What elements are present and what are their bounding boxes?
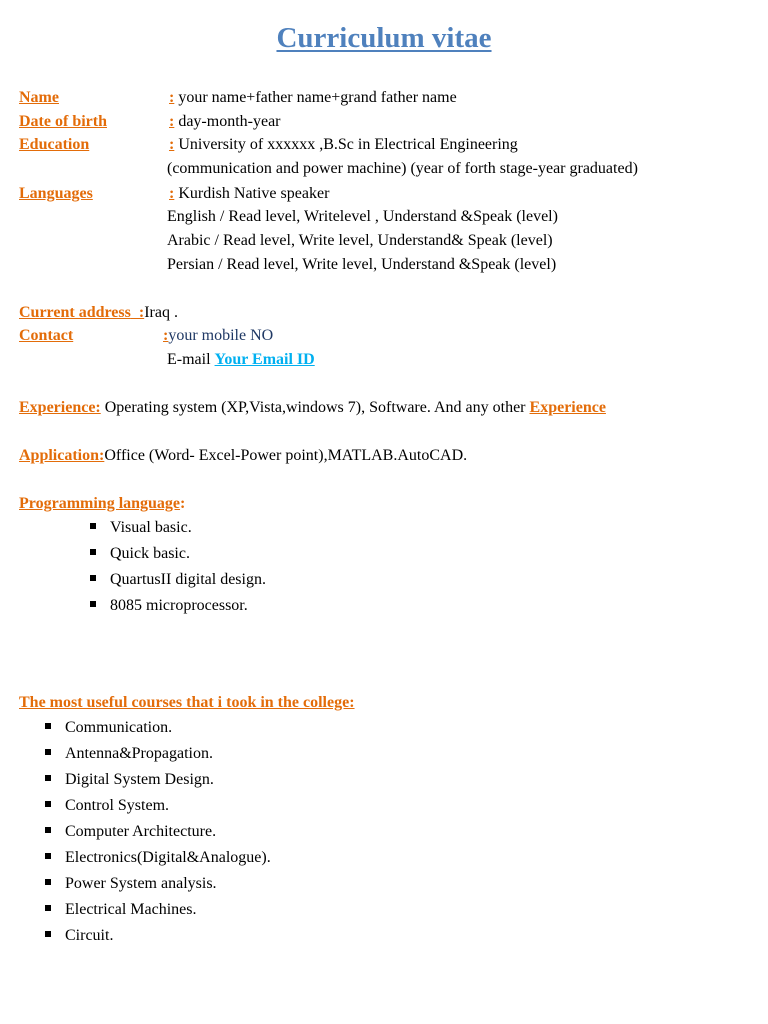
email-row: E-mail Your Email ID xyxy=(167,351,315,368)
application-row xyxy=(19,446,467,466)
list-item: Quick basic. xyxy=(90,544,266,570)
list-item: Visual basic. xyxy=(90,518,266,544)
language-english: English / Read level, Writelevel , Understand &Speak (level) xyxy=(167,208,558,225)
name-value: your name+father name+grand father name xyxy=(178,89,457,106)
list-item: Communication. xyxy=(45,718,271,744)
education-row: Education : University of xxxxxx ,B.Sc in Electrical Engineering xyxy=(19,136,518,153)
address-label: Current address : xyxy=(19,304,145,321)
email-link[interactable]: Your Email ID xyxy=(214,351,315,368)
experience-text: Operating system (XP,Vista,windows 7), Software. And any other xyxy=(100,399,530,416)
name-row: Name : your name+father name+grand father name xyxy=(19,89,457,106)
list-item: Electrical Machines. xyxy=(45,900,271,926)
contact-label: Contact xyxy=(19,327,74,344)
application-text: Office (Word- Excel-Power point),MATLAB.AutoCAD. xyxy=(104,447,468,464)
contact-mobile: your mobile NO xyxy=(168,327,274,344)
list-item: Control System. xyxy=(45,796,271,822)
name-label: Name xyxy=(19,89,59,106)
list-item: 8085 microprocessor. xyxy=(90,596,266,622)
programming-label: Programming language xyxy=(19,495,181,512)
list-item: Antenna&Propagation. xyxy=(45,744,271,770)
dob-value: day-month-year xyxy=(178,113,281,130)
programming-heading: Programming language: xyxy=(19,495,186,512)
address-value: Iraq . xyxy=(144,304,178,321)
list-item: QuartusII digital design. xyxy=(90,570,266,596)
address-row xyxy=(19,303,178,323)
language-kurdish: Kurdish Native speaker xyxy=(178,185,330,202)
experience-row xyxy=(19,398,606,418)
education-line1: University of xxxxxx ,B.Sc in Electrical Engineering xyxy=(178,136,518,153)
courses-heading xyxy=(19,693,355,713)
application-label: Application: xyxy=(19,447,105,464)
languages-label: Languages xyxy=(19,185,93,202)
language-persian: Persian / Read level, Write level, Understand &Speak (level) xyxy=(167,256,557,273)
languages-row: Languages : Kurdish Native speaker xyxy=(19,185,330,202)
contact-row: Contact :your mobile NO xyxy=(19,327,274,344)
list-item: Computer Architecture. xyxy=(45,822,271,848)
dob-label: Date of birth xyxy=(19,113,107,130)
dob-row: Date of birth : day-month-year xyxy=(19,113,281,130)
list-item: Circuit. xyxy=(45,926,271,952)
courses-list xyxy=(45,718,271,952)
education-line2: (communication and power machine) (year of forth stage-year graduated) xyxy=(167,160,638,177)
list-item: Power System analysis. xyxy=(45,874,271,900)
courses-label: The most useful courses that i took in the college: xyxy=(19,694,355,711)
experience-label: Experience: xyxy=(19,399,101,416)
programming-list xyxy=(90,518,266,622)
language-arabic: Arabic / Read level, Write level, Understand& Speak (level) xyxy=(167,232,553,249)
list-item: Electronics(Digital&Analogue). xyxy=(45,848,271,874)
page-title: Curriculum vitae xyxy=(276,22,492,54)
experience-link[interactable]: Experience xyxy=(529,399,606,416)
education-label: Education xyxy=(19,136,90,153)
list-item: Digital System Design. xyxy=(45,770,271,796)
